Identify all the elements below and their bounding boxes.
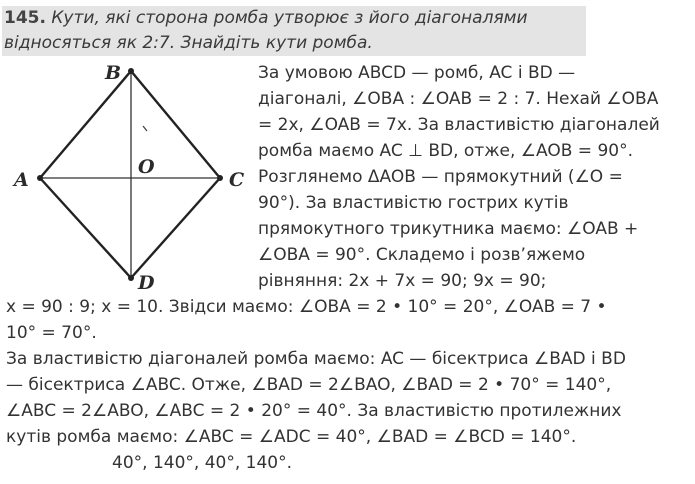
- label-o: O: [138, 156, 155, 178]
- solution-line-5: Розглянемо ΔAOB — прямокутний (∠O =: [258, 167, 623, 187]
- vertex-dots: [37, 68, 223, 281]
- vertex-a-dot: [37, 175, 43, 181]
- tick-mark: [143, 126, 147, 131]
- solution-line-11: 10° = 70°.: [6, 323, 97, 343]
- solution-line-3: = 2x, ∠OAB = 7x. За властивістю діагоналей: [258, 115, 660, 135]
- label-a: A: [14, 169, 29, 191]
- solution-line-14: ∠ABC = 2∠ABO, ∠ABC = 2 • 20° = 40°. За властивістю протилежних: [6, 401, 622, 421]
- answer-line: 40°, 140°, 40°, 140°.: [112, 453, 292, 473]
- solution-line-9: рівняння: 2x + 7x = 90; 9x = 90;: [258, 271, 547, 291]
- side-cd: [131, 178, 220, 278]
- label-d: D: [138, 272, 155, 294]
- problem-text-2: відносяться як 2:7. Знайдіть кути ромба.: [4, 33, 373, 53]
- solution-line-8: ∠OBA = 90°. Складемо і розв’яжемо: [258, 245, 586, 265]
- rhombus-sides: [40, 71, 220, 278]
- vertex-d-dot: [128, 275, 134, 281]
- solution-line-10: x = 90 : 9; x = 10. Звідси маємо: ∠OBA = 2 • 10° = 20°, ∠OAB = 7 •: [6, 297, 607, 317]
- label-c: C: [229, 169, 245, 191]
- solution-line-2: діагоналі, ∠OBA : ∠OAB = 2 : 7. Нехай ∠OBA: [258, 89, 659, 109]
- solution-line-1: За умовою ABCD — ромб, AC і BD —: [258, 63, 576, 83]
- solution-line-4: ромба маємо AC ⊥ BD, отже, ∠AOB = 90°.: [258, 141, 633, 161]
- solution-line-7: прямокутного трикутника маємо: ∠OAB +: [258, 219, 639, 239]
- problem-number: 145.: [4, 8, 46, 28]
- vertex-c-dot: [217, 175, 223, 181]
- vertex-b-dot: [128, 68, 134, 74]
- solution-line-15: кутів ромба маємо: ∠ABC = ∠ADC = 40°, ∠BAD = ∠BCD = 140°.: [6, 427, 577, 447]
- side-ad: [40, 178, 131, 278]
- diagonals: [40, 71, 220, 278]
- side-ab: [40, 71, 131, 178]
- solution-line-12: За властивістю діагоналей ромба маємо: AC — бісектриса ∠BAD і BD: [6, 349, 626, 369]
- solution-line-13: — бісектриса ∠ABC. Отже, ∠BAD = 2∠BAO, ∠BAD = 2 • 70° = 140°,: [6, 375, 612, 395]
- problem-text-1: Кути, які сторона ромба утворює з його діагоналями: [51, 8, 528, 28]
- label-b: B: [105, 62, 122, 84]
- solution-line-6: 90°). За властивістю гострих кутів: [258, 193, 569, 213]
- rhombus-figure: [0, 0, 260, 300]
